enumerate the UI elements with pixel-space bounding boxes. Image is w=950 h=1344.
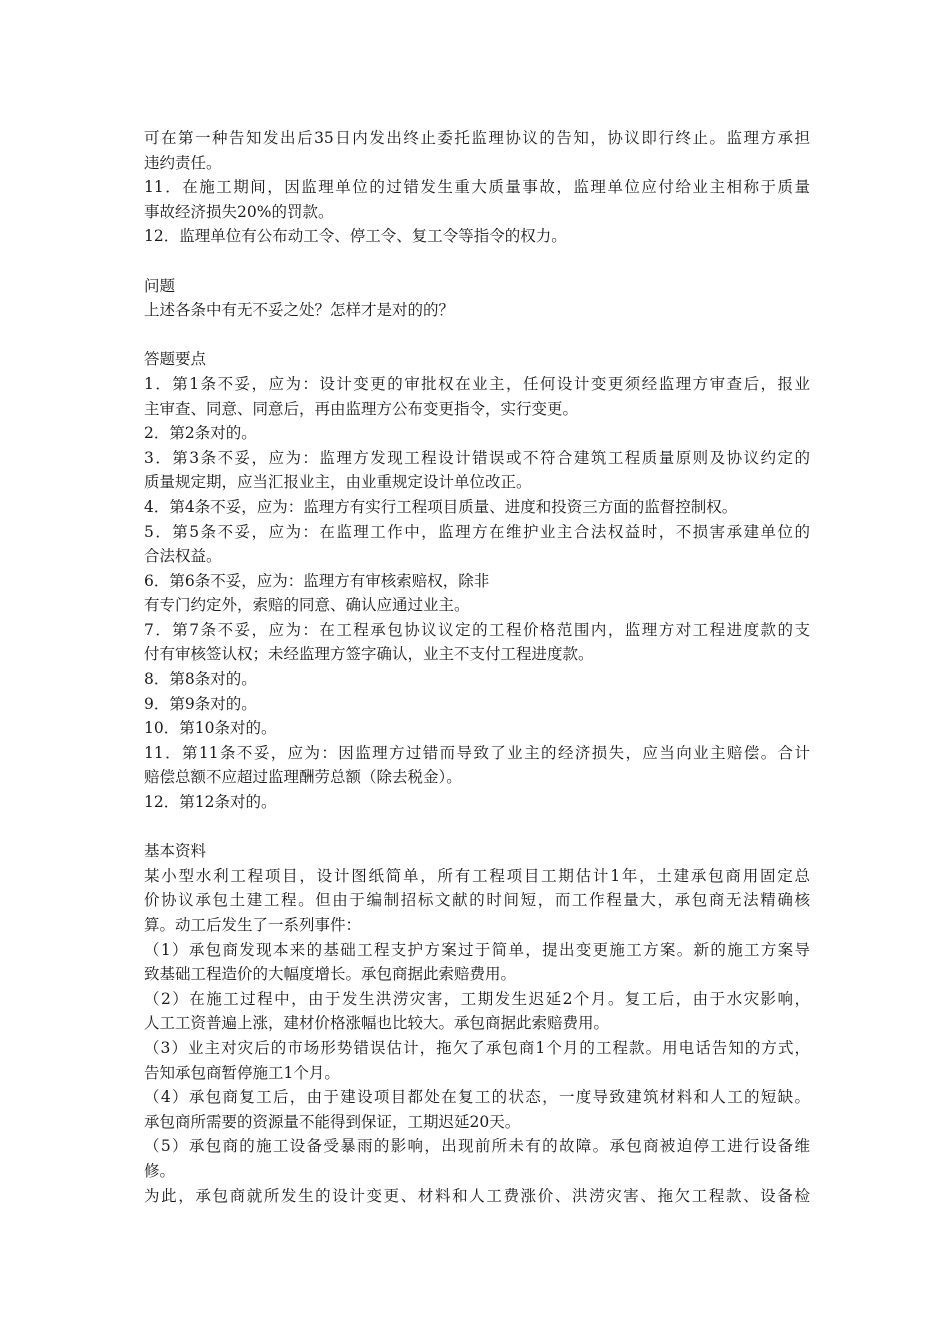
text-line: 11．在施工期间，因监理单位的过错发生重大质量事故，监理单位应付给业主相称于质量 xyxy=(144,178,810,197)
text-line: 3．第3条不妥，应为：监理方发现工程设计错误或不符合建筑工程质量原则及协议约定的 xyxy=(144,448,810,467)
text-line: 答题要点 xyxy=(144,350,207,369)
text-line: 10．第10条对的。 xyxy=(144,719,277,738)
text-line: 事故经济损失20%的罚款。 xyxy=(144,202,334,221)
text-line: 修。 xyxy=(144,1161,176,1180)
text-line: 人工工资普遍上涨，建材价格涨幅也比较大。承包商据此索赔费用。 xyxy=(144,1014,610,1033)
text-line: 8．第8条对的。 xyxy=(144,670,257,689)
text-line: （3）业主对灾后的市场形势错误估计，拖欠了承包商1个月的工程款。用电话告知的方式， xyxy=(144,1038,810,1057)
text-line: 质量规定期，应当汇报业主，由业重规定设计单位改正。 xyxy=(144,473,532,492)
text-line: 问题 xyxy=(144,276,176,295)
text-line: 某小型水利工程项目，设计图纸简单，所有工程项目工期估计1年，土建承包商用固定总 xyxy=(144,866,810,885)
text-line: 付有审核签认权；未经监理方签字确认，业主不支付工程进度款。 xyxy=(144,645,594,664)
blank-line xyxy=(144,323,810,348)
text-line: 致基础工程造价的大幅度增长。承包商据此索赔费用。 xyxy=(144,965,517,984)
blank-line xyxy=(144,249,810,274)
text-line: 主审查、同意、同意后，再由监理方公布变更指令，实行变更。 xyxy=(144,399,579,418)
text-line: 有专门约定外，索赔的同意、确认应通过业主。 xyxy=(144,596,470,615)
text-line: （1）承包商发现本来的基础工程支护方案过于简单，提出变更施工方案。新的施工方案导 xyxy=(144,940,810,959)
text-line: （5）承包商的施工设备受暴雨的影响，出现前所未有的故障。承包商被迫停工进行设备维 xyxy=(144,1137,810,1156)
text-line: 合法权益。 xyxy=(144,547,222,566)
text-line: 6．第6条不妥，应为：监理方有审核索赔权，除非 xyxy=(144,571,490,590)
text-line: 价协议承包土建工程。但由于编制招标文献的时间短，而工作程量大，承包商无法精确核 xyxy=(144,891,810,910)
blank-line xyxy=(144,815,810,840)
text-line: 算。动工后发生了一系列事件： xyxy=(144,916,362,934)
text-line: 告知承包商暂停施工1个月。 xyxy=(144,1063,340,1082)
text-line: 2．第2条对的。 xyxy=(144,424,257,443)
text-line: 为此，承包商就所发生的设计变更、材料和人工费涨价、洪涝灾害、拖欠工程款、设备检 xyxy=(144,1186,810,1205)
text-line: 5．第5条不妥，应为：在监理工作中，监理方在维护业主合法权益时，不损害承建单位的 xyxy=(144,522,810,541)
text-line: 基本资料 xyxy=(144,842,207,861)
text-line: （2）在施工过程中，由于发生洪涝灾害，工期发生迟延2个月。复工后，由于水灾影响， xyxy=(144,989,810,1008)
text-line: 可在第一种告知发出后35日内发出终止委托监理协议的告知，协议即行终止。监理方承担 xyxy=(144,129,810,147)
text-line: 承包商所需要的资源量不能得到保证，工期迟延20天。 xyxy=(144,1112,521,1131)
text-line: （4）承包商复工后，由于建设项目都处在复工的状态，一度导致建筑材料和人工的短缺。 xyxy=(144,1088,810,1107)
text-line: 12．监理单位有公布动工令、停工令、复工令等指令的权力。 xyxy=(144,227,567,246)
text-line: 9．第9条对的。 xyxy=(144,694,257,713)
text-line: 1．第1条不妥，应为：设计变更的审批权在业主，任何设计变更须经监理方审查后，报业 xyxy=(144,374,810,393)
text-line: 12．第12条对的。 xyxy=(144,793,277,812)
text-line: 11．第11条不妥，应为：因监理方过错而导致了业主的经济损失，应当向业主赔偿。合计 xyxy=(144,743,810,762)
text-line: 7．第7条不妥，应为：在工程承包协议议定的工程价格范围内，监理方对工程进度款的支 xyxy=(144,620,810,639)
text-line: 违约责任。 xyxy=(144,153,222,172)
document-body xyxy=(144,126,810,1208)
text-line: 上述各条中有无不妥之处？怎样才是对的的？ xyxy=(144,301,455,320)
text-line: 4．第4条不妥，应为：监理方有实行工程项目质量、进度和投资三方面的监督控制权。 xyxy=(144,497,738,516)
text-line: 赔偿总额不应超过监理酬劳总额（除去税金）。 xyxy=(144,768,462,787)
